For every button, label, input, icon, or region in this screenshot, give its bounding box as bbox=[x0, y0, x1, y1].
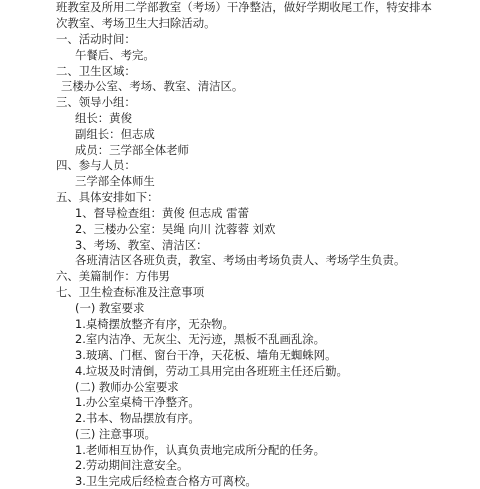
members-text: 成员：三学部全体老师 bbox=[75, 143, 189, 157]
participants-text: 三学部全体师生 bbox=[75, 174, 155, 188]
activity-time-text: 午餐后、考完。 bbox=[75, 48, 155, 62]
document-body bbox=[56, 0, 480, 488]
arrangement-item-3-detail: 各班清洁区各班负责，教室、考场由考场负责人、考场学生负责。 bbox=[75, 253, 406, 267]
classroom-req-2: 2.室内洁净、无灰尘、无污迹，黑板不乱画乱涂。 bbox=[75, 332, 326, 346]
section-heading-meipian: 六、美篇制作：方伟男 bbox=[56, 269, 170, 283]
leader-text: 组长：黄俊 bbox=[75, 111, 132, 125]
section-heading-hygiene-area: 二、卫生区域： bbox=[56, 64, 136, 78]
section-heading-inspection: 七、卫生检查标准及注意事项 bbox=[56, 285, 205, 299]
subheading-notes: (三) 注意事项。 bbox=[75, 427, 156, 441]
office-req-1: 1.办公室桌椅干净整齐。 bbox=[75, 395, 200, 409]
paragraph-intro-line-1: 班教室及所用二学部教室（考场）干净整洁，做好学期收尾工作，特安排本 bbox=[56, 0, 432, 14]
classroom-req-3: 3.玻璃、门框、窗台干净，天花板、墙角无蜘蛛网。 bbox=[75, 348, 337, 362]
notes-item-3: 3.卫生完成后经检查合格方可离校。 bbox=[75, 474, 257, 488]
classroom-req-1: 1.桌椅摆放整齐有序，无杂物。 bbox=[75, 317, 234, 331]
section-heading-participants: 四、参与人员： bbox=[56, 158, 136, 172]
arrangement-item-3: 3、考场、教室、清洁区： bbox=[75, 238, 208, 252]
arrangement-item-1: 1、督导检查组：黄俊 但志成 雷蕾 bbox=[75, 206, 249, 220]
notes-item-2: 2.劳动期间注意安全。 bbox=[75, 458, 189, 472]
section-heading-leadership: 三、领导小组： bbox=[56, 95, 136, 109]
deputy-leader-text: 副组长：但志成 bbox=[75, 127, 155, 141]
section-heading-arrangement: 五、具体安排如下： bbox=[56, 190, 159, 204]
subheading-office: (二) 教师办公室要求 bbox=[75, 380, 179, 394]
hygiene-area-text: 三楼办公室、考场、教室、清洁区。 bbox=[61, 79, 244, 93]
notes-item-1: 1.老师相互协作，认真负责地完成所分配的任务。 bbox=[75, 443, 326, 457]
paragraph-intro-line-2: 次教室、考场卫生大扫除活动。 bbox=[56, 16, 216, 30]
subheading-classroom: (一) 教室要求 bbox=[75, 301, 145, 315]
classroom-req-4: 4.垃圾及时清倒，劳动工具用完由各班班主任还后勤。 bbox=[75, 364, 348, 378]
section-heading-activity-time: 一、活动时间： bbox=[56, 32, 136, 46]
office-req-2: 2.书本、物品摆放有序。 bbox=[75, 411, 200, 425]
arrangement-item-2: 2、三楼办公室：吴绳 向川 沈蓉蓉 刘欢 bbox=[75, 222, 276, 236]
